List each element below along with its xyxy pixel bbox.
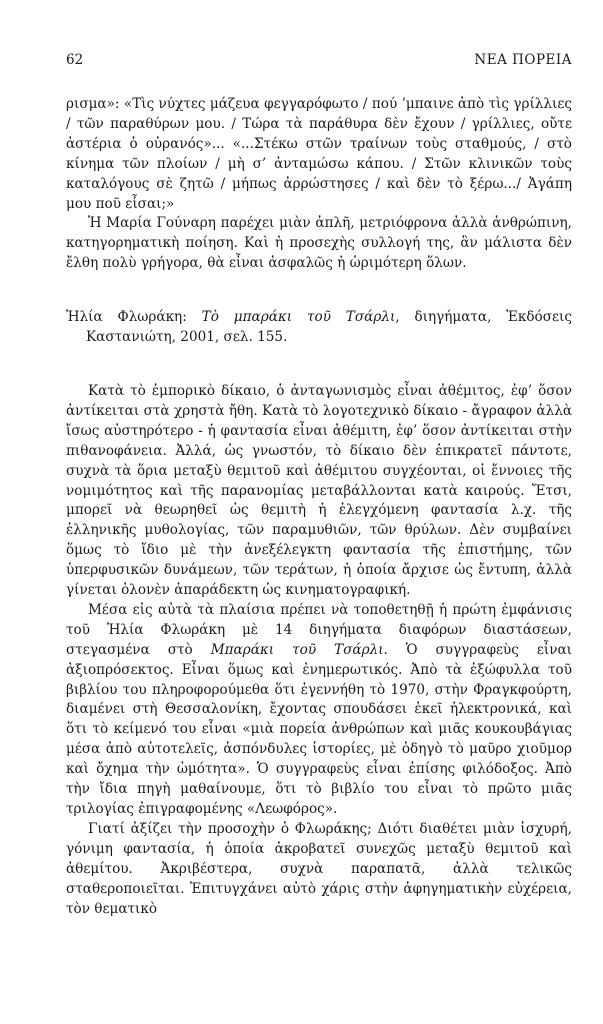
paragraph-author-intro — [66, 601, 572, 820]
page-number: 62 — [66, 52, 84, 68]
paragraph-author-intro-a: Μέσα εἰς αὐτὰ τὰ πλαίσια πρέπει νὰ τοποθετηθῇ ἡ πρώτη ἐμφάνισις τοῦ Ἠλία Φλωράκη μὲ 14 διηγήματα διαφόρων διαστάσεων, στεγασμένα στὸ — [66, 601, 572, 658]
reference-details: , διηγήματα, Ἐκδόσεις Καστανιώτη, 2001, σελ. 155. — [86, 309, 573, 346]
paragraph-author-intro-b: . Ὁ συγγραφεὺς εἶναι ἀξιοπρόσεκτος. Εἶναι ὅμως καὶ ἐνημερωτικός. Ἀπὸ τὰ ἐξώφυλλα τοῦ βιβλίου του πληροφορούμεθα ὅτι ἐγεννήθη τὸ 1970, στὴν Φραγκφούρτη, διαμένει στὴ Θεσσαλονίκη, ἔχοντας σπουδάσει ἐκεῖ ἠλεκτρονικά, καὶ ὅτι τὸ κείμενό του εἶναι «μιὰ πορεία ἀνθρώπων καὶ μιᾶς κουκουβάγιας μέσα ἀπὸ αὐτοτελεῖς, ἀσπόνδυλες ἱστορίες, μὲ ὁδηγὸ τὸ μαῦρο χιοῦμορ καὶ ὄχημα τὴν ὠμότητα». Ὁ συγγραφεὺς εἶναι ἐπίσης φιλόδοξος. Ἀπὸ τὴν ἴδια πηγὴ μαθαίνουμε, ὅτι τὸ βιβλίο του εἶναι τὸ πρῶτο μιᾶς τριλογίας ἐπιγραφομένης «Λεωφόρος». — [66, 641, 573, 817]
paragraph-law-analogy: Κατὰ τὸ ἐμπορικὸ δίκαιο, ὁ ἀνταγωνισμὸς εἶναι ἀθέμιτος, ἐφ’ ὅσον ἀντίκειται στὰ χρηστὰ ἤθη. Κατὰ τὸ λογοτεχνικὸ δίκαιο - ἄγραφον ἀλλὰ ἴσως αὐστηρότερο - ἡ φαντασία εἶναι ἀθέμιτη, ἐφ’ ὅσον ἀντίκειται στὴν πιθανοφάνεια. Ἀλλά, ὡς γνωστόν, τὸ δίκαιο δὲν ἐπικρατεῖ πάντοτε, συχνὰ τὰ ὅρια μεταξὺ θεμιτοῦ καὶ ἀθέμιτου συγχέονται, οἱ ἔννοιες τῆς νομιμότητος καὶ τῆς παρανομίας μεταβάλλονται κατὰ καιρούς. Ἔτσι, μπορεῖ νὰ θεωρηθεῖ ὡς θεμιτὴ ἡ ἐλεγχόμενη φαντασία λ.χ. τῆς ἑλληνικῆς μυθολογίας, τῶν παραμυθιῶν, τῶν θρύλων. Δὲν συμβαίνει ὅμως τὸ ἴδιο μὲ τὴν ἀνεξέλεγκτη φαντασία τῆς ἐπιστήμης, τῶν ὑπερφυσικῶν δυνάμεων, τῶν τεράτων, ἡ ὁποία ἄρχισε ὡς ἔντυπη, ἀλλὰ γίνεται ὁλονὲν ἀπαράδεκτη ὡς κινηματογραφική. — [66, 382, 572, 599]
reference-author: Ἠλία Φλωράκη: — [66, 309, 202, 326]
running-head: ΝΕΑ ΠΟΡΕΙΑ — [474, 52, 572, 68]
paragraph-poem-quote: ρισμα»: «Τὶς νύχτες μάζευα φεγγαρόφωτο / πού ’μπαινε ἀπὸ τὶς γρίλλιες / τῶν παραθύρων μου. / Τώρα τὰ παράθυρα δὲν ἔχουν / γρίλλιες, οὔτε ἀστέρια ὁ οὐρανός»... «...Στέκω στῶν τραίνων τοὺς σταθμούς, / στὸ κίνημα τῶν πλοίων / μὴ σ’ ἀνταμώσω κάπου. / Στῶν κλινικῶν τοὺς καταλόγους σὲ ζητῶ / μήπως ἀρρώστησες / καὶ δὲν τὸ ξέρω.../ Ἀγάπη μου ποῦ εἶσαι;» — [66, 96, 572, 212]
book-reference — [66, 308, 572, 348]
paragraph-author-intro-title: Μπαράκι τοῦ Τσάρλι — [210, 641, 384, 658]
paragraph-why-attention: Γιατί ἀξίζει τὴν προσοχὴν ὁ Φλωράκης; Διότι διαθέτει μιὰν ἰσχυρή, γόνιμη φαντασία, ἡ ὁποία ἀκροβατεῖ συνεχῶς μεταξὺ θεμιτοῦ καὶ ἀθεμίτου. Ἀκριβέστερα, συχνὰ παραπατᾶ, ἀλλὰ τελικῶς σταθεροποιεῖται. Ἐπιτυγχάνει αὐτὸ χάρις στὴν ἀφηγηματικὴν εὐχέρεια, τὸν θεματικὸ — [66, 820, 572, 917]
paragraph-conclusion: Ἡ Μαρία Γούναρη παρέχει μιὰν ἁπλῆ, μετριόφρονα ἀλλὰ ἀνθρώπινη, κατηγορηματικὴ ποίηση. Καὶ ἡ προσεχὴς συλλογή της, ἂν μάλιστα δὲν ἔλθη πολὺ γρήγορα, θὰ εἶναι ἀσφαλῶς ἡ ὡριμότερη ὅλων. — [66, 215, 572, 272]
page-header — [66, 52, 572, 72]
reference-title: Τὸ μπαράκι τοῦ Τσάρλι — [201, 309, 396, 326]
body-text — [66, 95, 572, 919]
